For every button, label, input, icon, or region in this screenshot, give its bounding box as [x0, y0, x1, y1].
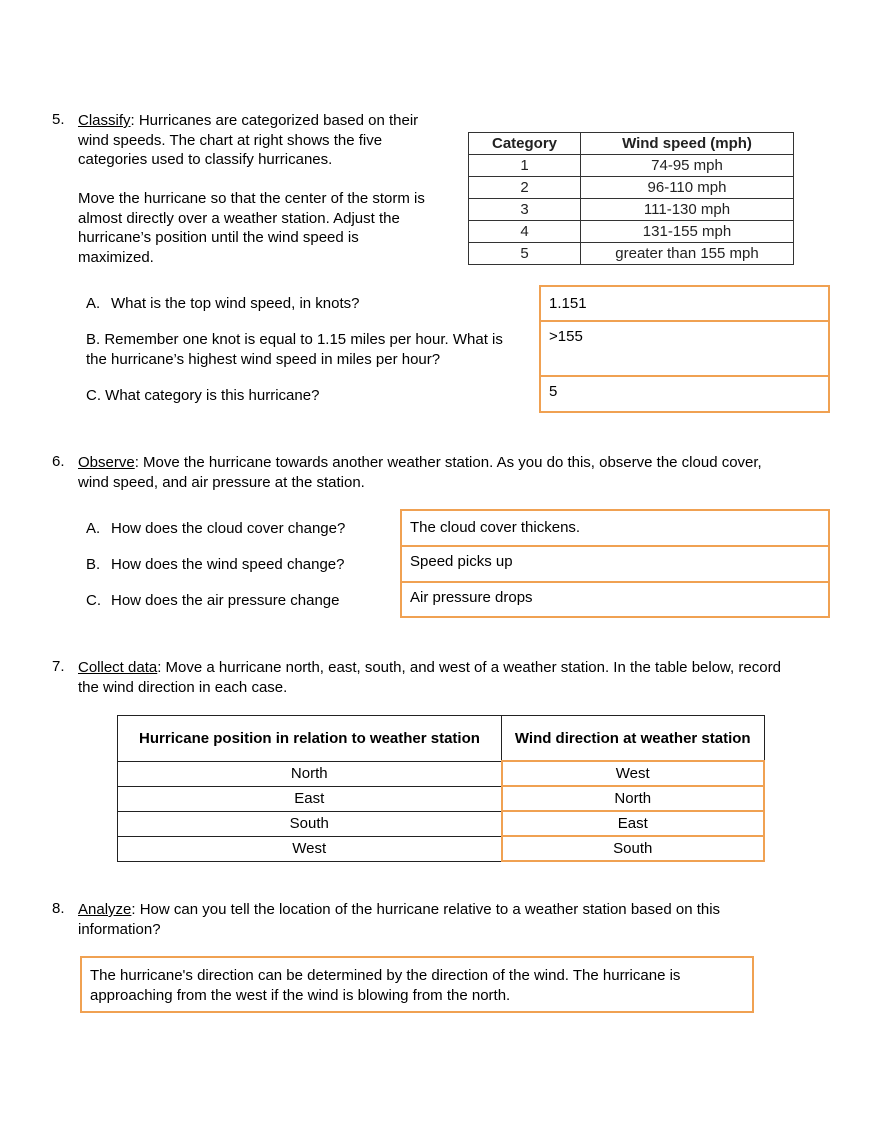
- answer-8-field[interactable]: The hurricane's direction can be determined by the direction of the wind. The hurricane is approaching from the west if the wind is blowing from the north.: [80, 956, 754, 1013]
- table-header-row: Hurricane position in relation to weather station Wind direction at weather station: [118, 716, 765, 762]
- question-5-intro: Classify: Hurricanes are categorized based on their wind speeds. The chart at right shows the five categories used to classify hurricanes.: [78, 112, 419, 168]
- question-5b-text: B. Remember one knot is equal to 1.15 miles per hour. What is the hurricane’s highest wind speed in miles per hour?: [86, 331, 503, 368]
- question-6b-text: How does the wind speed change?: [111, 556, 345, 573]
- table-row: East North: [118, 786, 765, 811]
- question-6b-label: B.: [86, 556, 101, 573]
- answer-cell[interactable]: North: [502, 786, 765, 811]
- question-number: 5.: [52, 111, 65, 128]
- table-row: West South: [118, 836, 765, 861]
- answer-5a-field[interactable]: 1.151: [539, 285, 830, 322]
- question-6-intro: Observe: Move the hurricane towards another weather station. As you do this, observe the cloud cover, wind speed, and air pressure at the station.: [78, 454, 762, 491]
- keyword-analyze: Analyze: [78, 901, 132, 918]
- question-6a-label: A.: [86, 520, 101, 537]
- keyword-observe: Observe: [78, 454, 135, 471]
- answer-6b-field[interactable]: Speed picks up: [400, 545, 830, 583]
- table-row: 1 74-95 mph: [469, 155, 794, 177]
- question-5-instruction: Move the hurricane so that the center of the storm is almost directly over a weather station. Adjust the hurricane’s position until the wind speed is maximized.: [78, 190, 425, 266]
- question-5a-text: What is the top wind speed, in knots?: [111, 295, 360, 312]
- question-number: 8.: [52, 900, 65, 917]
- category-table: [468, 132, 794, 265]
- answer-cell[interactable]: West: [502, 761, 765, 786]
- answer-5c-field[interactable]: 5: [539, 375, 830, 413]
- question-7-intro: Collect data: Move a hurricane north, east, south, and west of a weather station. In the table below, record the wind direction in each case.: [78, 659, 781, 696]
- question-8-intro: Analyze: How can you tell the location of the hurricane relative to a weather station based on this information?: [78, 901, 721, 938]
- question-6c-text: How does the air pressure change: [111, 592, 340, 609]
- table-header-row: Category Wind speed (mph): [469, 133, 794, 155]
- wind-direction-table: [117, 715, 765, 862]
- question-5c-text: C. What category is this hurricane?: [86, 387, 320, 404]
- answer-6a-field[interactable]: The cloud cover thickens.: [400, 509, 830, 547]
- table-row: 3 111-130 mph: [469, 199, 794, 221]
- answer-6c-field[interactable]: Air pressure drops: [400, 581, 830, 618]
- answer-cell[interactable]: South: [502, 836, 765, 861]
- keyword-collect-data: Collect data: [78, 659, 158, 676]
- table-row: North West: [118, 761, 765, 786]
- table-row: 2 96-110 mph: [469, 177, 794, 199]
- keyword-classify: Classify: [78, 112, 131, 129]
- question-5a-label: A.: [86, 295, 101, 312]
- answer-5b-field[interactable]: >155: [539, 320, 830, 377]
- question-6a-text: How does the cloud cover change?: [111, 520, 346, 537]
- table-row: South East: [118, 811, 765, 836]
- question-number: 6.: [52, 453, 65, 470]
- question-number: 7.: [52, 658, 65, 675]
- answer-cell[interactable]: East: [502, 811, 765, 836]
- table-row: 5 greater than 155 mph: [469, 243, 794, 265]
- question-6c-label: C.: [86, 592, 101, 609]
- table-row: 4 131-155 mph: [469, 221, 794, 243]
